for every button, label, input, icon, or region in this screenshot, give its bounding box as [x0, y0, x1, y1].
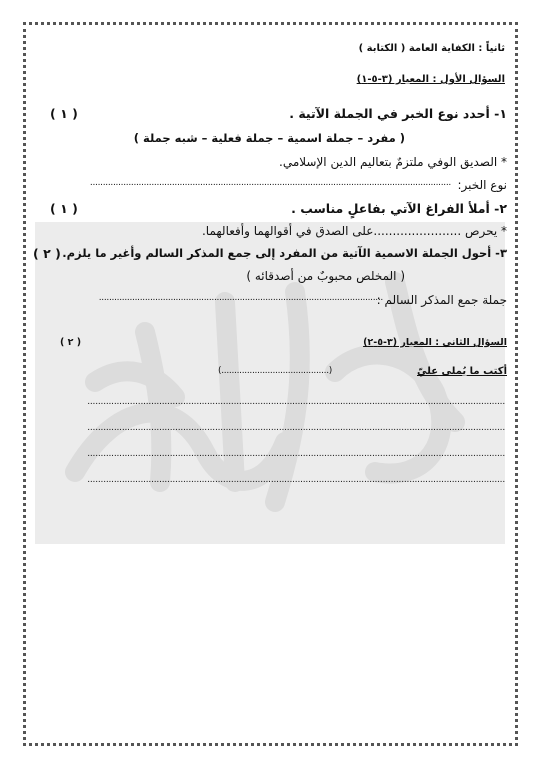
q1-item3-prompt: ٣- أحول الجملة الاسمية الآتية من المفرد إلى جمع المذكر السالم وأغير ما يلزم.: [62, 246, 507, 260]
q1-item2-sentence-start: * يحرص: [464, 224, 507, 238]
q2-mark: ( ٢ ): [60, 337, 82, 348]
q1-item1-answer-line[interactable]: .............................................................................................................................................: [89, 178, 451, 188]
q1-item1-options: ( مفرد – جملة اسمية – جملة فعلية – شبه جملة ): [133, 131, 405, 145]
dictation-line-2[interactable]: .............................................................................................................................................................: [87, 423, 505, 433]
q1-item3-sentence: ( المخلص محبوبٌ من أصدقائه ): [246, 269, 405, 283]
q1-item1-mark: ( ١ ): [50, 106, 78, 121]
q1-item3-answer-line[interactable]: ...............................................................................................................: [98, 293, 383, 303]
q2-title-line[interactable]: (..........................................): [218, 366, 332, 376]
q1-item2-blank[interactable]: .......................: [373, 224, 462, 238]
dictation-line-4[interactable]: .............................................................................................................................................................: [87, 475, 505, 485]
q2-prompt: أكتب ما يُملى عليّ: [417, 366, 507, 377]
q1-item1-sentence: * الصديق الوفي ملتزمٌ بتعاليم الدين الإسلامي.: [279, 155, 507, 169]
question-2-heading: السؤال الثاني : المعيار (٣-٥-٢): [363, 337, 507, 348]
question-1-heading: السؤال الأول : المعيار (٣-٥-١): [356, 74, 505, 85]
q1-item2-prompt: ٢- أملأ الفراغ الآتي بفاعلٍ مناسب .: [291, 201, 507, 216]
dictation-line-1[interactable]: .............................................................................................................................................................: [87, 397, 505, 407]
q1-item2-mark: ( ١ ): [50, 201, 78, 216]
q1-item2-sentence: [202, 224, 507, 238]
q1-item3-mark: ( ٢ ): [33, 246, 61, 261]
q1-item3-answer-label: جملة جمع المذكر السالم :: [376, 293, 507, 307]
dictation-line-3[interactable]: .............................................................................................................................................................: [87, 449, 505, 459]
q1-item2-sentence-end: على الصدق في أقوالهما وأفعالهما.: [201, 224, 374, 238]
section-title: ثانياً : الكفاية العامة ( الكتابة ): [358, 43, 505, 54]
q1-item1-prompt: ١- أحدد نوع الخبر في الجملة الآتية .: [289, 106, 507, 121]
q1-item1-answer-label: نوع الخبر:: [457, 178, 507, 192]
